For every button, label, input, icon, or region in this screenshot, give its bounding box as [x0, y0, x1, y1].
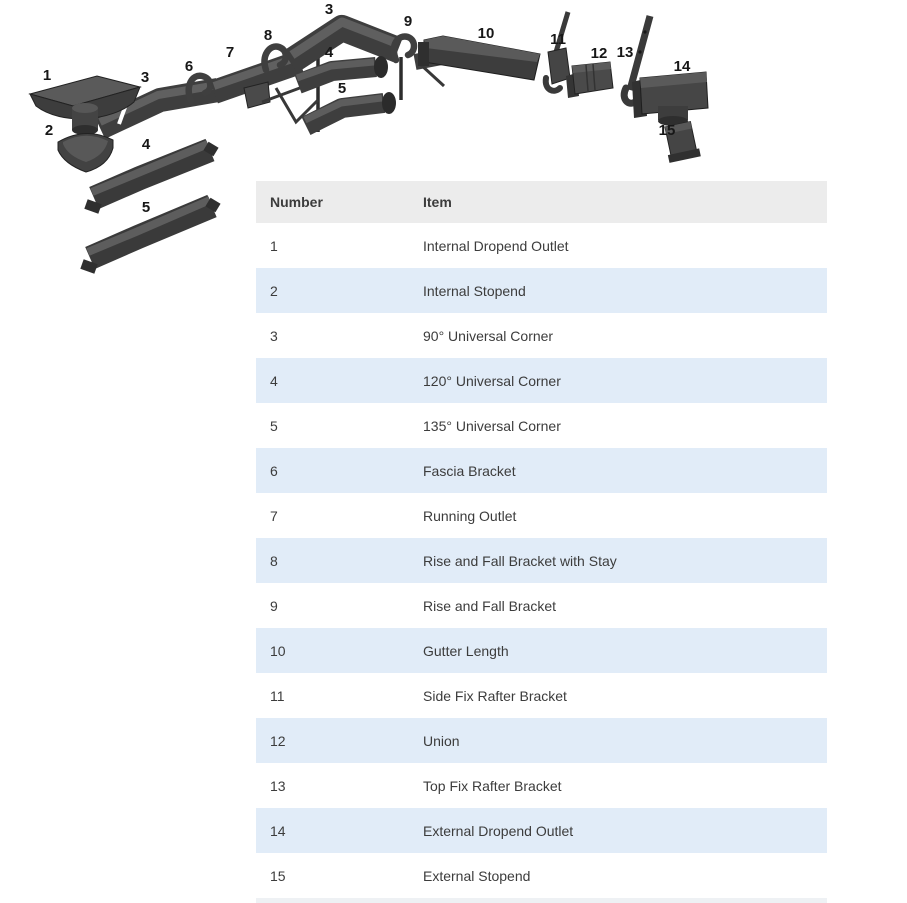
table-row: [256, 763, 827, 808]
part-number-cell: 13: [270, 777, 286, 794]
table-row: [256, 403, 827, 448]
part-item-cell: 135° Universal Corner: [423, 417, 561, 434]
table-row: [256, 583, 827, 628]
part-external-dropend-outlet: [632, 72, 708, 126]
part-label-6: 6: [184, 58, 194, 75]
table-row: [256, 493, 827, 538]
part-item-cell: Side Fix Rafter Bracket: [423, 687, 567, 704]
table-row: [256, 853, 827, 898]
part-item-cell: External Stopend: [423, 867, 531, 884]
part-internal-stopend: [58, 133, 113, 172]
part-number-cell: 4: [270, 372, 278, 389]
table-row: [256, 808, 827, 853]
table-row: [256, 448, 827, 493]
part-label-3a: 3: [140, 69, 150, 86]
part-label-10: 10: [477, 25, 495, 42]
part-item-cell: External Dropend Outlet: [423, 822, 574, 839]
part-number-cell: 9: [270, 597, 278, 614]
part-label-12: 12: [590, 45, 608, 62]
table-row: [256, 313, 827, 358]
table-header-row: [256, 181, 827, 223]
part-label-4a: 4: [141, 136, 151, 153]
part-item-cell: Running Outlet: [423, 507, 517, 524]
table-row: [256, 718, 827, 763]
part-label-13: 13: [616, 44, 634, 61]
part-label-15: 15: [658, 122, 676, 139]
part-number-cell: 10: [270, 642, 286, 659]
column-header-number: Number: [270, 194, 323, 210]
part-label-2: 2: [44, 122, 54, 139]
part-number-cell: 11: [270, 687, 285, 704]
part-number-cell: 12: [270, 732, 286, 749]
part-item-cell: Gutter Length: [423, 642, 509, 659]
part-number-cell: 1: [270, 237, 278, 254]
table-row: [256, 223, 827, 268]
part-label-9: 9: [403, 13, 413, 30]
part-number-cell: 7: [270, 507, 278, 524]
part-item-cell: Fascia Bracket: [423, 462, 516, 479]
part-item-cell: Top Fix Rafter Bracket: [423, 777, 562, 794]
parts-table: [256, 181, 827, 898]
table-row: [256, 268, 827, 313]
part-running-outlet: [214, 57, 300, 108]
part-number-cell: 14: [270, 822, 286, 839]
part-label-14: 14: [673, 58, 691, 75]
part-label-5a: 5: [141, 199, 151, 216]
part-number-cell: 2: [270, 282, 278, 299]
part-label-11: 11: [550, 31, 566, 48]
part-number-cell: 5: [270, 417, 278, 434]
part-number-cell: 15: [270, 867, 286, 884]
column-header-item: Item: [423, 194, 452, 210]
part-number-cell: 8: [270, 552, 278, 569]
part-item-cell: Rise and Fall Bracket: [423, 597, 557, 614]
table-row: [256, 358, 827, 403]
part-label-7: 7: [225, 44, 235, 61]
part-90-universal-corner: [290, 22, 398, 62]
next-section-edge: [256, 898, 827, 903]
part-item-cell: 90° Universal Corner: [423, 327, 554, 344]
part-item-cell: Rise and Fall Bracket with Stay: [423, 552, 617, 569]
part-gutter-length: [418, 36, 540, 80]
part-number-cell: 6: [270, 462, 278, 479]
table-row: [256, 628, 827, 673]
part-item-cell: Internal Dropend Outlet: [423, 237, 569, 254]
part-item-cell: 120° Universal Corner: [423, 372, 561, 389]
part-union: [566, 62, 613, 98]
table-row: [256, 673, 827, 718]
part-label-5b: 5: [337, 80, 347, 97]
part-item-cell: Union: [423, 732, 460, 749]
table-row: [256, 538, 827, 583]
part-label-3b: 3: [324, 1, 334, 18]
part-item-cell: Internal Stopend: [423, 282, 526, 299]
part-label-8: 8: [263, 27, 273, 44]
part-label-1: 1: [42, 67, 52, 84]
part-number-cell: 3: [270, 327, 278, 344]
part-label-4b: 4: [324, 44, 334, 61]
